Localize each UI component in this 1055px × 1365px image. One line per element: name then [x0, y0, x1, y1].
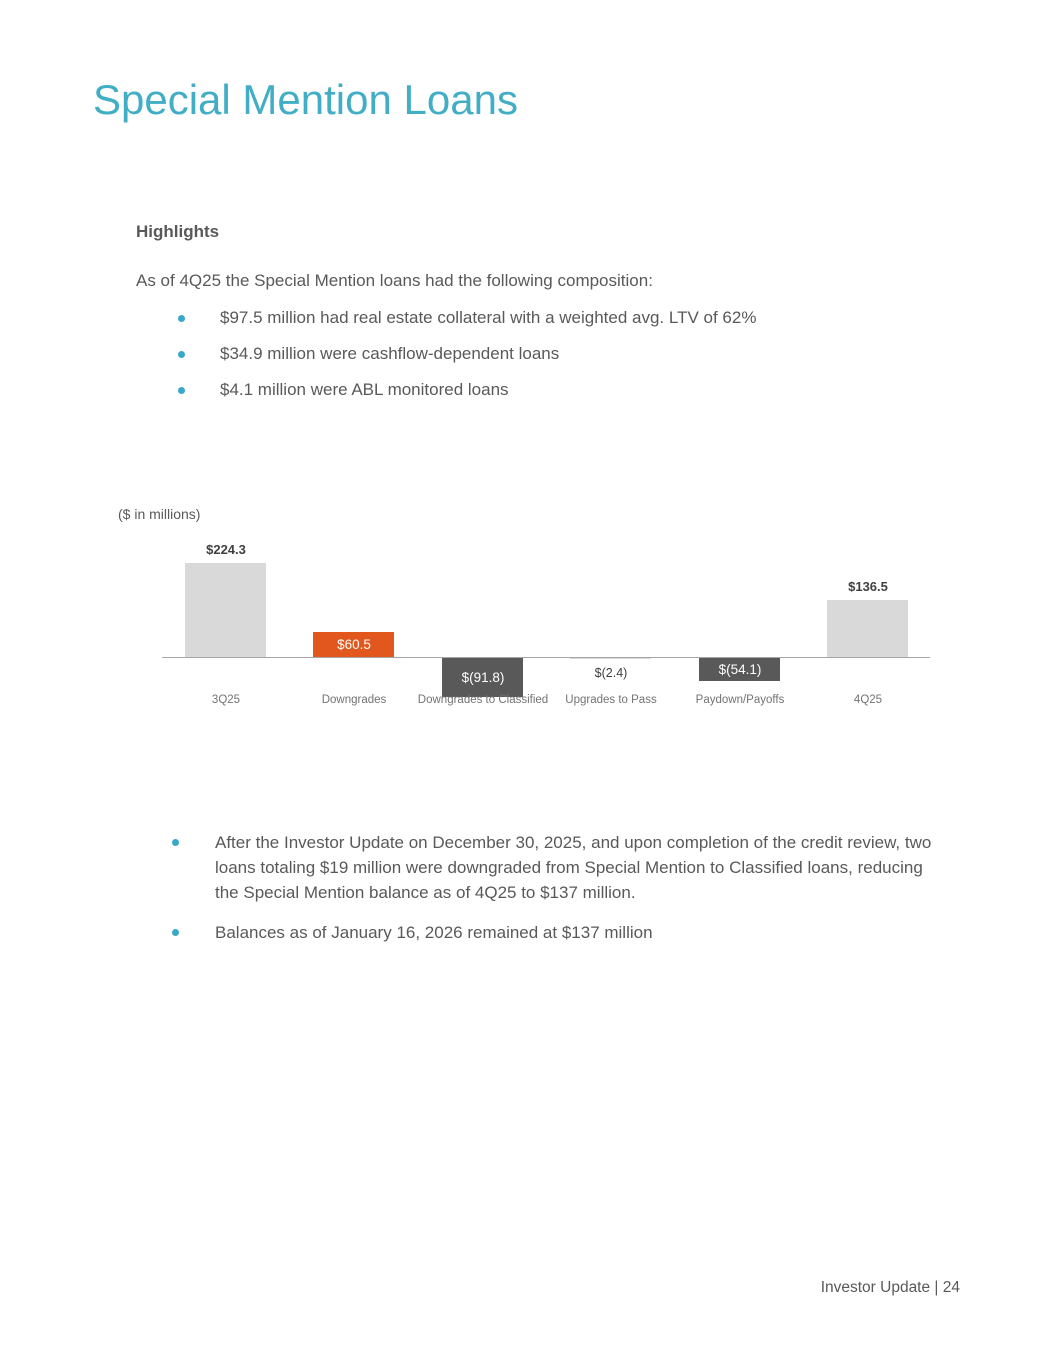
note-text: After the Investor Update on December 30, 2025, and upon completion of the credit review, two loans totaling $19 million were downgraded from Special Mention to Classified loans, reducing the Special Mention balance as of 4Q25 to $137 million.	[215, 833, 932, 902]
value-label-3q25: $224.3	[206, 542, 246, 557]
bullet-text: $4.1 million were ABL monitored loans	[220, 380, 509, 399]
list-item	[172, 831, 947, 905]
bar-upgrades-to-pass	[570, 658, 651, 659]
category-label-downgrades-to-classified: Downgrades to Classified	[417, 694, 549, 706]
highlights-heading: Highlights	[136, 222, 220, 241]
list-item	[136, 379, 936, 401]
highlights-section	[136, 222, 936, 415]
chart-plot	[118, 506, 958, 726]
list-item	[136, 307, 936, 329]
category-label-upgrades-to-pass: Upgrades to Pass	[565, 694, 657, 706]
highlights-bullet-list	[136, 307, 936, 401]
highlights-intro: As of 4Q25 the Special Mention loans had the following composition:	[136, 271, 653, 290]
bullet-icon	[178, 351, 185, 358]
page-title: Special Mention Loans	[93, 76, 518, 123]
note-text: Balances as of January 16, 2026 remained at $137 million	[215, 923, 653, 943]
bullet-icon	[172, 839, 179, 846]
bullet-icon	[178, 387, 185, 394]
bullet-text: $34.9 million were cashflow-dependent loans	[220, 344, 560, 363]
value-label-paydown-payoffs: $(54.1)	[718, 662, 762, 677]
value-label-4q25: $136.5	[848, 579, 888, 594]
list-item	[172, 921, 947, 946]
category-label-3q25: 3Q25	[211, 694, 241, 706]
bullet-icon	[172, 929, 179, 936]
value-label-downgrades-to-classified: $(91.8)	[461, 670, 505, 685]
chart-units-label: ($ in millions)	[118, 506, 201, 522]
category-label-downgrades: Downgrades	[321, 694, 387, 706]
page-footer: Investor Update | 24	[820, 1279, 960, 1296]
bar-4q25	[827, 600, 908, 657]
x-axis-line	[162, 657, 930, 658]
list-item	[136, 343, 936, 365]
category-label-paydown-payoffs: Paydown/Payoffs	[695, 694, 785, 706]
bullet-icon	[178, 315, 185, 322]
waterfall-chart	[118, 506, 958, 726]
bar-3q25	[185, 563, 266, 657]
notes-section	[172, 831, 947, 962]
value-label-downgrades: $60.5	[337, 637, 371, 652]
bullet-text: $97.5 million had real estate collateral with a weighted avg. LTV of 62%	[220, 308, 757, 327]
category-label-4q25: 4Q25	[853, 694, 883, 706]
value-label-upgrades-to-pass: $(2.4)	[594, 666, 628, 680]
